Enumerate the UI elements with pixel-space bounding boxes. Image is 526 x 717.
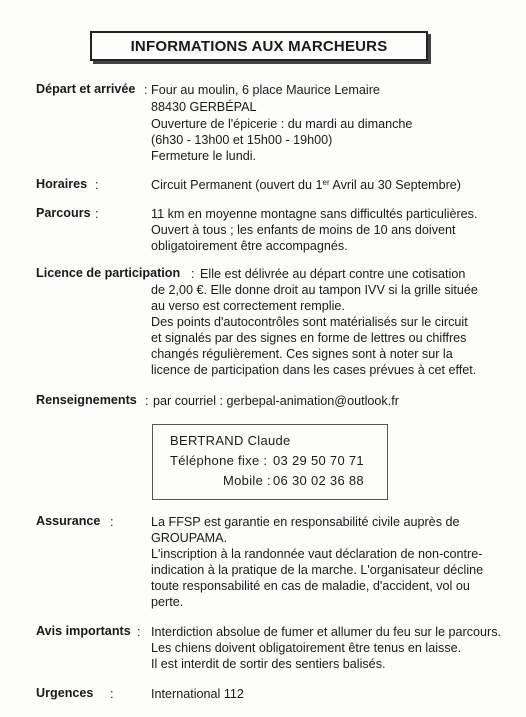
- licence-line-2: au verso est correctement remplie.: [151, 299, 345, 313]
- urgences-sep: :: [110, 687, 114, 701]
- licence-line-1: de 2,00 €. Elle donne droit au tampon IVV si la grille située: [151, 283, 478, 297]
- licence-label: Licence de participation: [36, 266, 181, 280]
- parcours-sep: :: [95, 207, 99, 221]
- licence-line-6: licence de participation dans les cases prévues à cet effet.: [151, 363, 477, 377]
- contact-fixe-number: 03 29 50 70 71: [273, 453, 364, 468]
- depart-line-2: 88430 GERBÉPAL: [151, 100, 257, 114]
- horaires-text-pre: Circuit Permanent (ouvert du 1: [151, 178, 323, 192]
- contact-mobile-label: Mobile :: [223, 473, 271, 488]
- renseignements-text: par courriel : gerbepal-animation@outlook.fr: [153, 394, 399, 408]
- licence-sep: :: [191, 267, 195, 281]
- title-box: [90, 31, 428, 61]
- horaires-text-post: Avril au 30 Septembre): [329, 178, 461, 192]
- avis-line-2: Les chiens doivent obligatoirement être tenus en laisse.: [151, 641, 462, 655]
- contact-name: BERTRAND Claude: [170, 433, 291, 448]
- assurance-sep: :: [110, 515, 114, 529]
- avis-line-3: Il est interdit de sortir des sentiers balisés.: [151, 657, 386, 671]
- assurance-line-5: toute responsabilité en cas de maladie, d'accident, vol ou: [151, 579, 470, 593]
- horaires-sep: :: [95, 178, 99, 192]
- depart-line-4: (6h30 - 13h00 et 15h00 - 19h00): [151, 133, 333, 147]
- depart-sep: :: [144, 83, 148, 97]
- licence-line-4: et signalés par des signes en forme de lettres ou chiffres: [151, 331, 467, 345]
- licence-line-5: changés régulièrement. Ces signes sont à noter sur la: [151, 347, 453, 361]
- assurance-line-3: L'inscription à la randonnée vaut déclaration de non-contre-: [151, 547, 483, 561]
- depart-line-3: Ouverture de l'épicerie : du mardi au dimanche: [151, 117, 413, 131]
- parcours-line-3: obligatoirement être accompagnés.: [151, 239, 348, 253]
- assurance-line-4: indication à la pratique de la marche. L'organisateur décline: [151, 563, 484, 577]
- page-title: INFORMATIONS AUX MARCHEURS: [130, 37, 388, 55]
- horaires-text-sup: er: [322, 178, 330, 187]
- horaires-text: [151, 177, 461, 193]
- avis-label: Avis importants: [36, 624, 131, 638]
- parcours-line-2: Ouvert à tous ; les enfants de moins de 10 ans doivent: [151, 223, 456, 237]
- urgences-label: Urgences: [36, 686, 94, 700]
- assurance-line-6: perte.: [151, 595, 184, 609]
- contact-fixe-label: Téléphone fixe :: [170, 453, 268, 468]
- renseignements-sep: :: [145, 394, 149, 408]
- depart-line-5: Fermeture le lundi.: [151, 149, 256, 163]
- licence-line-3: Des points d'autocontrôles sont matérialisés sur le circuit: [151, 315, 468, 329]
- assurance-line-1: La FFSP est garantie en responsabilité civile auprès de: [151, 515, 460, 529]
- depart-label: Départ et arrivée: [36, 82, 136, 96]
- parcours-label: Parcours: [36, 206, 91, 220]
- assurance-label: Assurance: [36, 514, 101, 528]
- renseignements-label: Renseignements: [36, 393, 137, 407]
- licence-first-line: Elle est délivrée au départ contre une cotisation: [200, 267, 466, 281]
- avis-sep: :: [137, 625, 141, 639]
- horaires-label: Horaires: [36, 177, 88, 191]
- contact-box: [152, 424, 388, 500]
- contact-mobile-number: 06 30 02 36 88: [273, 473, 364, 488]
- depart-line-1: Four au moulin, 6 place Maurice Lemaire: [151, 83, 380, 97]
- avis-line-1: Interdiction absolue de fumer et allumer du feu sur le parcours.: [151, 625, 502, 639]
- assurance-line-2: GROUPAMA.: [151, 531, 228, 545]
- urgences-text: International 112: [151, 687, 244, 701]
- parcours-line-1: 11 km en moyenne montagne sans difficultés particulières.: [151, 207, 478, 221]
